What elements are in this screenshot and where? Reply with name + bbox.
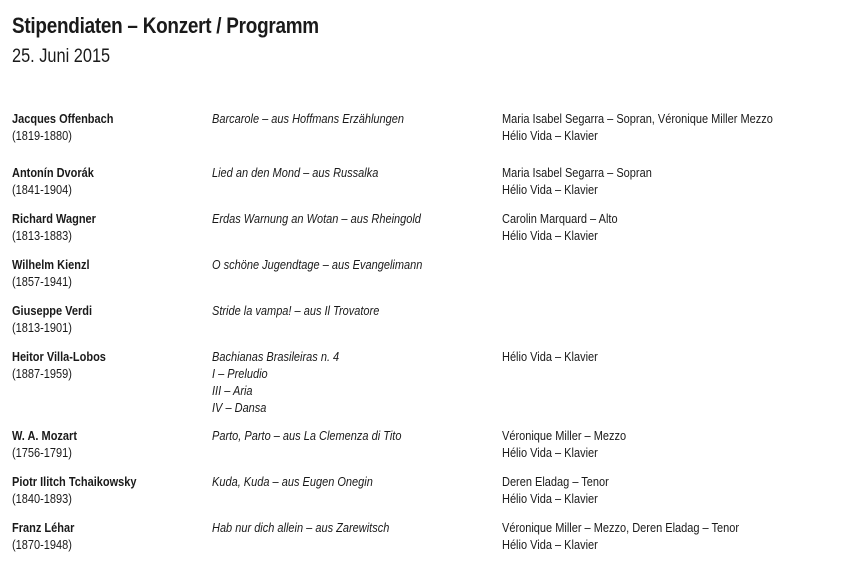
composer-name: Wilhelm Kienzl xyxy=(12,258,90,272)
performers-cell xyxy=(502,474,609,508)
performer-line: Hélio Vida – Klavier xyxy=(502,492,598,506)
performer-line: Hélio Vida – Klavier xyxy=(502,446,598,460)
work-title: Kuda, Kuda – aus Eugen Onegin xyxy=(212,475,373,489)
work-cell xyxy=(212,520,389,537)
work-title: Stride la vampa! – aus Il Trovatore xyxy=(212,304,380,318)
work-title: Bachianas Brasileiras n. 4 xyxy=(212,350,340,364)
composer-cell xyxy=(12,111,113,145)
composer-cell xyxy=(12,211,96,245)
composer-name: Piotr Ilitch Tchaikowsky xyxy=(12,475,137,489)
work-title: Barcarole – aus Hoffmans Erzählungen xyxy=(212,112,405,126)
composer-years: (1857-1941) xyxy=(12,275,72,289)
work-cell xyxy=(212,111,404,128)
composer-cell xyxy=(12,165,94,199)
work-title: Hab nur dich allein – aus Zarewitsch xyxy=(212,521,390,535)
composer-name: Giuseppe Verdi xyxy=(12,304,93,318)
work-cell xyxy=(212,349,339,417)
performer-line: Hélio Vida – Klavier xyxy=(502,183,598,197)
concert-date: 25. Juni 2015 xyxy=(12,46,111,67)
performers-cell xyxy=(502,520,739,554)
performer-line: Carolin Marquard – Alto xyxy=(502,212,618,226)
composer-cell xyxy=(12,428,77,462)
work-cell xyxy=(212,474,373,491)
performer-line: Véronique Miller – Mezzo xyxy=(502,429,627,443)
composer-cell xyxy=(12,520,74,554)
composer-cell xyxy=(12,257,90,291)
composer-name: Jacques Offenbach xyxy=(12,112,114,126)
performer-line: Hélio Vida – Klavier xyxy=(502,129,598,143)
performers-cell xyxy=(502,349,598,366)
work-cell xyxy=(212,165,378,182)
composer-name: Franz Léhar xyxy=(12,521,75,535)
composer-years: (1813-1883) xyxy=(12,229,72,243)
performers-cell xyxy=(502,111,773,145)
composer-years: (1887-1959) xyxy=(12,367,72,381)
work-title: O schöne Jugendtage – aus Evangelimann xyxy=(212,258,423,272)
work-cell xyxy=(212,257,422,274)
performer-line: Maria Isabel Segarra – Sopran, Véronique Miller Mezzo xyxy=(502,112,773,126)
work-movement: III – Aria xyxy=(212,384,253,398)
work-cell xyxy=(212,303,379,320)
work-title: Erdas Warnung an Wotan – aus Rheingold xyxy=(212,212,421,226)
composer-years: (1756-1791) xyxy=(12,446,72,460)
composer-name: Heitor Villa-Lobos xyxy=(12,350,106,364)
performer-line: Hélio Vida – Klavier xyxy=(502,538,598,552)
composer-cell xyxy=(12,349,106,383)
composer-name: W. A. Mozart xyxy=(12,429,77,443)
composer-years: (1819-1880) xyxy=(12,129,72,143)
composer-name: Antonín Dvorák xyxy=(12,166,94,180)
composer-years: (1813-1901) xyxy=(12,321,72,335)
performer-line: Deren Eladag – Tenor xyxy=(502,475,609,489)
performer-line: Véronique Miller – Mezzo, Deren Eladag – Tenor xyxy=(502,521,740,535)
work-cell xyxy=(212,428,401,445)
composer-name: Richard Wagner xyxy=(12,212,96,226)
work-title: Lied an den Mond – aus Russalka xyxy=(212,166,379,180)
composer-years: (1841-1904) xyxy=(12,183,72,197)
performers-cell xyxy=(502,165,652,199)
performer-line: Maria Isabel Segarra – Sopran xyxy=(502,166,652,180)
composer-years: (1840-1893) xyxy=(12,492,72,506)
performers-cell xyxy=(502,211,618,245)
composer-cell xyxy=(12,303,92,337)
work-cell xyxy=(212,211,421,228)
work-movement: IV – Dansa xyxy=(212,401,267,415)
composer-years: (1870-1948) xyxy=(12,538,72,552)
performers-cell xyxy=(502,428,626,462)
composer-cell xyxy=(12,474,137,508)
performer-line: Hélio Vida – Klavier xyxy=(502,229,598,243)
work-movement: I – Preludio xyxy=(212,367,268,381)
page-title: Stipendiaten – Konzert / Programm xyxy=(12,13,319,38)
work-title: Parto, Parto – aus La Clemenza di Tito xyxy=(212,429,402,443)
performer-line: Hélio Vida – Klavier xyxy=(502,350,598,364)
